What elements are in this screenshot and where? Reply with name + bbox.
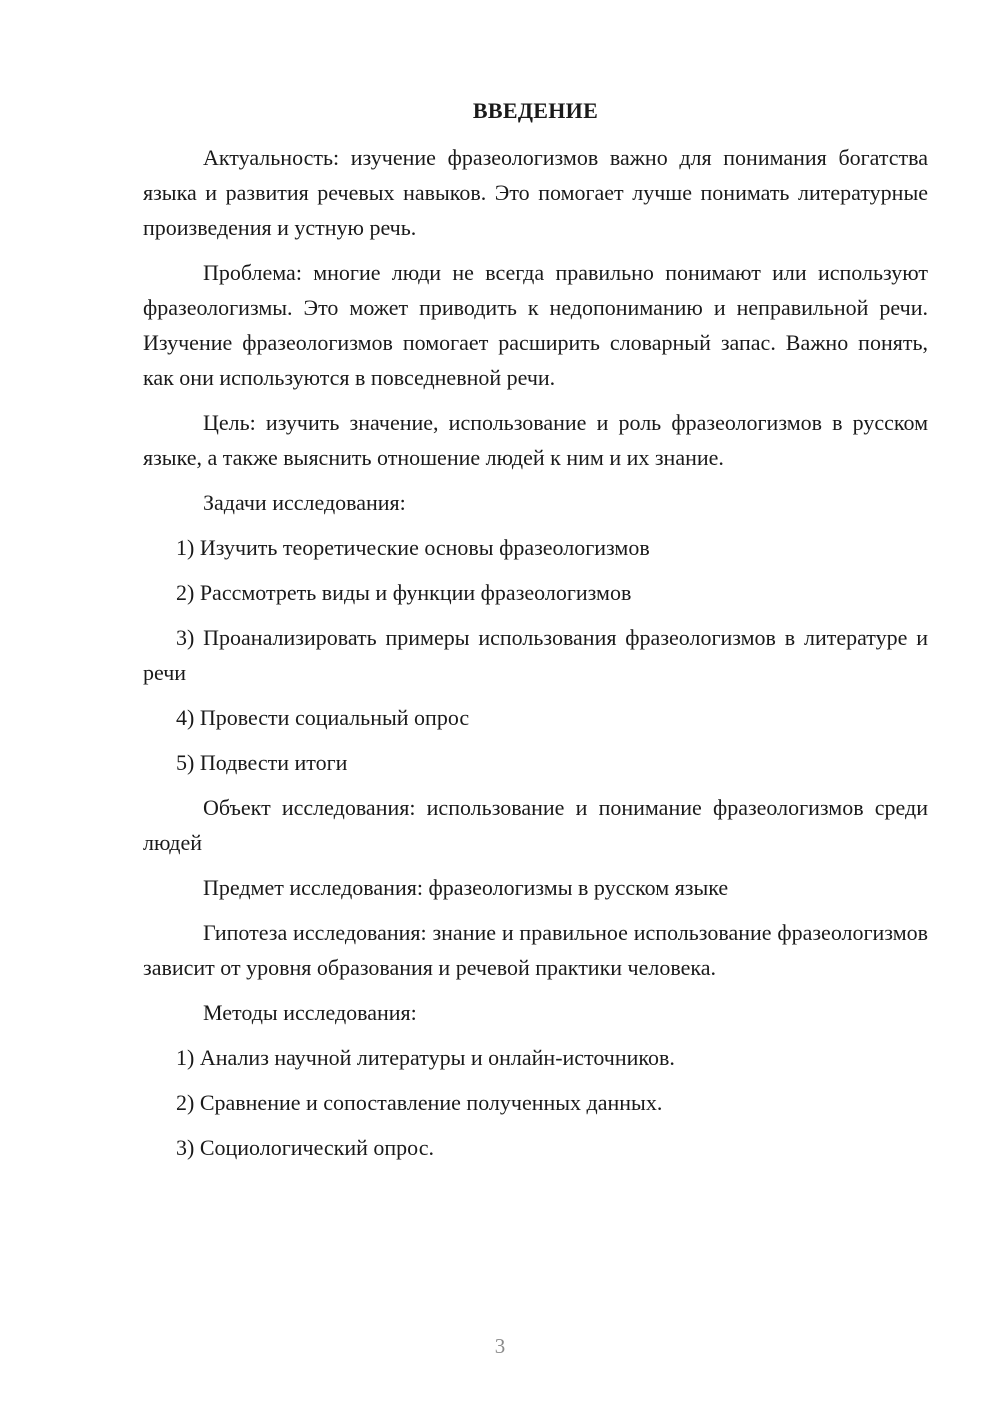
goal-paragraph: Цель: изучить значение, использование и роль фразеологизмов в русском языке, а также выяснить отношение людей к ним и их знание. (143, 410, 928, 470)
hypothesis-paragraph: Гипотеза исследования: знание и правильное использование фразеологизмов зависит от уровня образования и речевой практики человека. (143, 920, 928, 980)
tasks-list (143, 530, 928, 780)
subject-paragraph: Предмет исследования: фразеологизмы в русском языке (203, 875, 729, 900)
list-item: 1) Изучить теоретические основы фразеологизмов (176, 535, 650, 560)
list-item: 2) Рассмотреть виды и функции фразеологизмов (176, 580, 632, 605)
list-item: 4) Провести социальный опрос (176, 705, 470, 730)
relevance-paragraph: Актуальность: изучение фразеологизмов важно для понимания богатства языка и развития речевых навыков. Это помогает лучше понимать литературные произведения и устную речь. (143, 145, 928, 240)
list-item: 3) Проанализировать примеры использования фразеологизмов в литературе и речи (143, 625, 928, 685)
list-item: 5) Подвести итоги (176, 750, 348, 775)
list-item: 3) Социологический опрос. (176, 1135, 434, 1160)
object-paragraph: Объект исследования: использование и понимание фразеологизмов среди людей (143, 795, 928, 855)
list-item: 1) Анализ научной литературы и онлайн-источников. (176, 1045, 675, 1070)
page-title: ВВЕДЕНИЕ (472, 98, 599, 123)
list-item: 2) Сравнение и сопоставление полученных данных. (176, 1090, 663, 1115)
methods-list (143, 1040, 928, 1165)
methods-heading: Методы исследования: (203, 1000, 417, 1025)
page-number: 3 (494, 1334, 506, 1358)
problem-paragraph: Проблема: многие люди не всегда правильно понимают или используют фразеологизмы. Это может приводить к недопониманию и неправильной речи. Изучение фразеологизмов помогает расширить словарный запас. Важно понять, как они используются в повседневной речи. (143, 260, 928, 390)
tasks-heading: Задачи исследования: (203, 490, 406, 515)
document-page (143, 95, 928, 1175)
